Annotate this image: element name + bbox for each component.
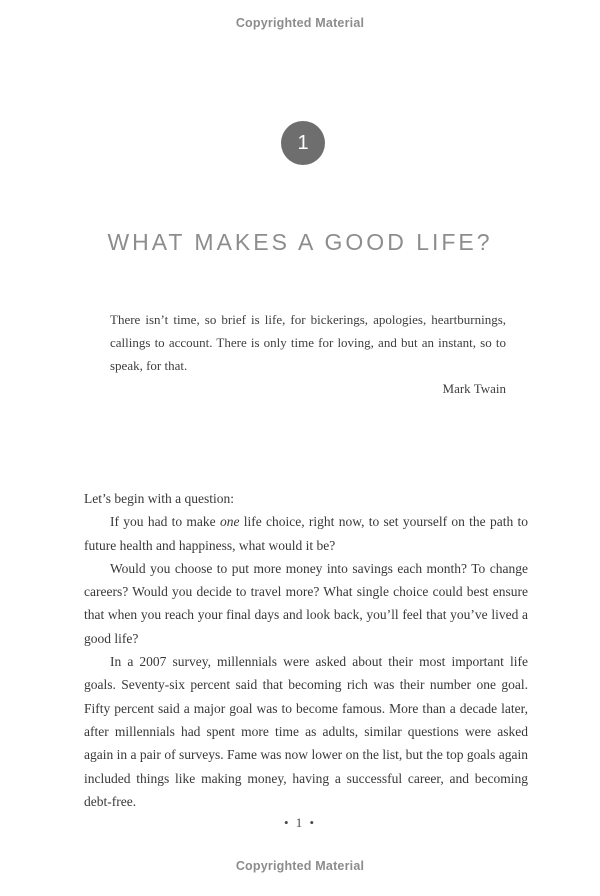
text-segment: Would you choose to put more money into savings each month? To change careers? Would you decide to travel more? What single choice could best ensure that when you reach your final days and look back, you’ll feel that you’ve lived a good life? (84, 560, 528, 646)
copyright-notice-top: Copyrighted Material (235, 16, 365, 30)
chapter-number-badge (281, 121, 325, 165)
text-segment: life choice, right now, to set yourself on the path to future health and happiness, what would it be? (84, 514, 529, 553)
chapter-number: 1 (297, 131, 309, 154)
epigraph-text: There isn’t time, so brief is life, for bickerings, apologies, heartburnings, callings to account. There is only time for loving, and but an instant, so to speak, for that. (110, 312, 506, 373)
page-number: • 1 • (283, 815, 317, 830)
copyright-notice-bottom: Copyrighted Material (235, 859, 365, 873)
italic-text: one (219, 514, 240, 530)
text-segment: In a 2007 survey, millennials were asked about their most important life goals. Seventy-six percent said that becoming rich was their number one goal. Fifty percent said a major goal was to become famous. More than a decade later, after millennials had spent more time as adults, similar questions were asked again in a pair of surveys. Fame was now lower on the list, but the top goals again included things like making money, having a successful career, and becoming debt-free. (84, 654, 528, 809)
paragraph (84, 557, 528, 650)
text-segment: If you had to make (110, 514, 220, 530)
text-segment: Let’s begin with a question: (84, 491, 234, 506)
paragraph (84, 487, 528, 510)
epigraph-attribution: Mark Twain (442, 381, 506, 396)
paragraph (84, 650, 528, 813)
body-text (84, 487, 528, 813)
epigraph (110, 308, 506, 400)
chapter-title: WHAT MAKES A GOOD LIFE? (107, 229, 493, 256)
paragraph-container (84, 487, 528, 813)
paragraph (84, 510, 528, 557)
